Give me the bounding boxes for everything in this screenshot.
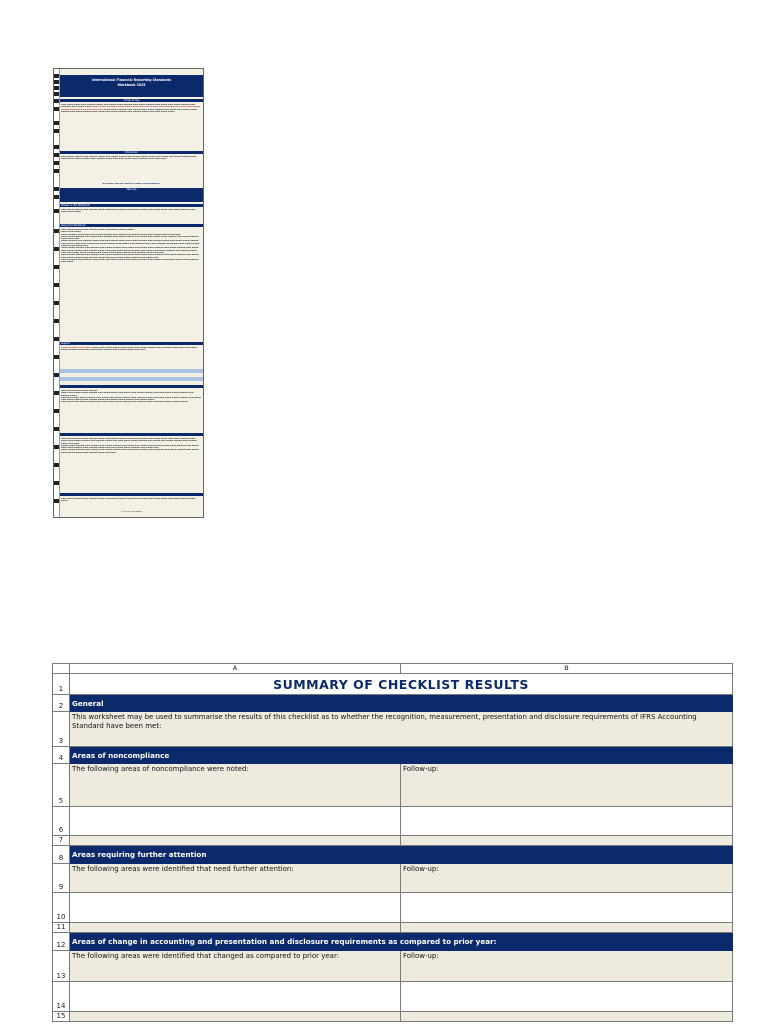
spacer-cell-a11[interactable] xyxy=(70,923,401,933)
changes-areas-label[interactable]: The following areas were identified that changed as compared to prior year: xyxy=(70,951,401,982)
further-attention-areas-label[interactable]: The following areas were identified that need further attention: xyxy=(70,864,401,893)
changes-followup-input[interactable] xyxy=(401,982,733,1012)
sheet-title[interactable]: SUMMARY OF CHECKLIST RESULTS xyxy=(70,674,733,695)
thumbnail-legend-swatch-1 xyxy=(60,369,203,373)
sheet-row-10 xyxy=(53,893,733,923)
thumbnail-legend-swatch-2 xyxy=(60,377,203,381)
thumbnail-section-6 xyxy=(60,433,203,436)
thumbnail-section-using: Using this Workbook xyxy=(60,224,203,227)
column-header-a[interactable]: A xyxy=(70,664,401,674)
column-header-row xyxy=(53,664,733,674)
sheet-row-8 xyxy=(53,846,733,864)
section-heading-changes[interactable]: Areas of change in accounting and presentation and disclosure requirements as compared to prior year: xyxy=(70,933,733,951)
row-header-14[interactable]: 14 xyxy=(53,982,70,1012)
thumbnail-title: International Financial Reporting Standards Workbook 2025 xyxy=(60,75,203,97)
changes-areas-input[interactable] xyxy=(70,982,401,1012)
changes-followup-label[interactable]: Follow-up: xyxy=(401,951,733,982)
thumbnail-body-text-6: ▬▬▬ ▬▬▬▬ ▬▬▬▬▬ ▬▬▬ ▬▬▬▬▬ ▬▬▬▬ ▬▬▬ ▬▬▬▬ ▬▬▬▬ ▬▬▬▬▬ ▬▬▬ ▬▬▬▬ ▬▬▬▬ ▬▬▬ ▬▬▬▬ ▬▬▬ ▬▬▬▬ ▬▬▬▬▬ ▬▬▬ ▬▬▬▬ ▬▬▬ ▬▬▬▬ ▬▬▬▬▬ ▬▬▬ ▬▬▬▬▬ ▬▬▬▬ ▬▬▬ ▬▬▬ ▬▬▬▬ ▬▬▬▬ ▬▬▬▬▬ ▬▬▬ ▬▬▬▬ ▬▬▬ ▬▬▬▬ ▬▬▬▬▬ ▬▬▬ ▬▬▬▬▬ ▬▬▬▬ ▬▬▬ ▬▬▬ ▬▬▬▬ ▬▬▬▬ ▬▬▬▬▬ ▬▬▬ ▬▬▬▬▬ ▬▬▬ ▬▬▬▬ ▬▬▬▬▬ ▬▬▬ ▬▬▬▬ ▬▬▬ ▬▬▬▬ ▬▬▬▬ ▬▬▬▬▬ ▬▬▬ ▬▬▬▬ ▬▬▬▬▬ ▬▬▬ ▬▬▬▬ ▬▬▬ ▬▬▬▬ ▬▬▬▬▬ ▬▬▬ ▬▬▬▬▬ ▬▬▬▬ ▬▬▬ ▬▬▬ ▬▬▬▬ ▬▬▬▬ ▬▬▬▬▬ ▬▬▬ ▬▬▬▬ ▬▬▬ ▬▬▬▬ ▬▬▬▬ ▬▬▬▬▬ ▬▬▬ ▬▬▬▬▬ ▬▬▬ ▬▬▬▬ ▬▬▬▬▬ ▬▬▬ ▬▬▬▬ ▬▬▬ ▬▬▬▬ ▬▬▬▬ ▬▬▬▬▬ ▬▬▬ ▬▬▬▬ ▬▬▬▬▬ ▬▬▬ ▬▬▬▬ ▬▬▬ ▬▬▬▬ ▬▬▬▬▬ ▬▬▬ ▬▬▬▬▬ ▬▬▬▬ ▬▬▬ ▬▬▬ xyxy=(61,438,199,454)
row-header-15[interactable]: 15 xyxy=(53,1012,70,1022)
column-header-b[interactable]: B xyxy=(401,664,733,674)
thumbnail-body-text-7: ▬▬▬ ▬▬▬▬ ▬▬▬▬▬ ▬▬▬ ▬▬▬▬▬ ▬▬▬▬ ▬▬▬ ▬▬▬▬ ▬▬▬▬ ▬▬▬▬▬ ▬▬▬ ▬▬▬▬ ▬▬▬▬ ▬▬▬ ▬▬▬▬ ▬▬▬ ▬▬▬▬ ▬▬▬▬▬ ▬▬▬ ▬▬▬▬ xyxy=(61,498,196,503)
thumbnail-using-text: ▬▬▬ ▬▬▬▬ ▬▬▬▬▬ ▬▬▬ ▬▬▬▬▬ ▬▬▬▬ ▬▬▬ ▬▬▬▬ ▬▬▬▬ ▬▬▬▬▬ ▬▬▬▬ ▬▬▬ ▬▬▬▬ ▬▬▬▬ ▬▬▬▬▬ ▬▬▬ ▬▬▬▬ ▬▬▬ ▬▬▬▬ ▬▬▬▬▬ ▬▬▬ ▬▬▬▬ ▬▬▬ ▬▬▬▬ ▬▬▬▬▬ ▬▬▬ ▬▬▬▬▬ ▬▬▬▬ ▬▬▬ ▬▬▬ ▬▬▬▬ ▬▬▬▬ ▬▬▬▬▬ ▬▬▬ ▬▬▬▬ ▬▬▬ ▬▬▬▬▬ ▬▬▬ ▬▬▬▬ ▬▬▬▬▬ ▬▬▬ ▬▬▬▬ ▬▬▬ ▬▬▬▬ ▬▬▬▬ ▬▬▬▬▬ ▬▬▬ ▬▬▬▬ ▬▬▬▬▬ ▬▬▬ ▬▬▬▬ ▬▬▬ ▬▬▬▬ ▬▬▬▬▬ ▬▬▬ ▬▬▬▬▬ ▬▬▬▬ ▬▬▬ ▬▬▬ ▬▬▬▬ ▬▬▬▬ ▬▬▬ ▬▬▬▬ ▬▬▬▬▬ ▬▬▬ ▬▬▬▬▬ ▬▬▬▬ ▬▬▬ ▬▬▬▬ ▬▬▬▬ ▬▬▬▬▬ ▬▬▬ ▬▬▬▬ ▬▬▬▬ ▬▬▬ ▬▬▬▬ ▬▬▬ ▬▬▬▬ ▬▬▬▬▬ ▬▬▬ ▬▬▬▬ ▬▬▬ ▬▬▬▬ ▬▬▬▬▬ ▬▬▬ ▬▬▬▬▬ ▬▬▬▬ ▬▬▬ ▬▬▬ ▬▬▬▬ ▬▬▬▬ ▬▬▬▬▬ ▬▬▬ ▬▬▬▬ ▬▬▬ ▬▬▬▬ ▬▬▬▬ ▬▬▬▬▬ ▬▬▬ ▬▬▬▬▬ ▬▬▬ ▬▬▬▬ ▬▬▬▬▬ ▬▬▬ ▬▬▬▬ ▬▬▬ ▬▬▬▬ ▬▬▬▬ ▬▬▬▬▬ ▬▬▬ ▬▬▬▬ ▬▬▬▬▬ ▬▬▬ ▬▬▬▬ ▬▬▬ ▬▬▬▬ ▬▬▬▬▬ ▬▬▬ ▬▬▬▬▬ ▬▬▬▬ ▬▬▬ ▬▬▬ ▬▬▬▬ ▬▬▬▬ ▬▬▬▬▬ ▬▬▬ ▬▬▬▬ ▬▬▬ ▬▬▬▬ ▬▬▬▬▬ ▬▬▬ ▬▬▬▬▬ ▬▬▬▬ ▬▬▬ ▬▬▬ ▬▬▬▬ ▬▬▬▬ ▬▬▬▬▬ ▬▬▬ ▬▬▬▬ ▬▬▬ ▬▬▬▬ ▬▬▬▬▬ ▬▬▬ ▬▬▬▬▬ ▬▬▬▬ ▬▬▬ ▬▬▬ ▬▬▬▬ ▬▬▬▬ ▬▬▬▬▬ ▬▬▬ ▬▬▬▬▬ ▬▬▬ ▬▬▬▬ ▬▬▬▬▬ ▬▬▬ ▬▬▬▬ ▬▬▬ ▬▬▬▬ ▬▬▬▬ ▬▬▬▬▬ ▬▬▬ ▬▬▬▬ ▬▬▬▬▬ ▬▬▬ ▬▬▬▬ ▬▬▬ ▬▬▬▬ ▬▬▬▬▬ ▬▬▬ ▬▬▬▬▬ ▬▬▬▬ ▬▬▬ ▬▬▬ ▬▬▬▬ ▬▬▬▬ ▬▬▬▬▬ ▬▬▬ ▬▬▬▬ ▬▬▬ ▬▬▬▬ ▬▬▬▬▬ ▬▬▬ ▬▬▬▬▬ ▬▬▬▬ ▬▬▬ ▬▬▬ ▬▬▬▬ ▬▬▬▬ ▬▬▬ ▬▬▬▬ ▬▬▬▬▬ ▬▬▬ ▬▬▬▬▬ ▬▬▬▬ ▬▬▬ ▬▬▬▬ ▬▬▬▬ ▬▬▬▬▬ ▬▬▬ ▬▬▬▬ xyxy=(61,229,200,264)
spacer-cell-b7[interactable] xyxy=(401,836,733,846)
row-header-1[interactable]: 1 xyxy=(53,674,70,695)
row-header-2[interactable]: 2 xyxy=(53,695,70,712)
section-heading-general[interactable]: General xyxy=(70,695,733,712)
sheet-row-4 xyxy=(53,747,733,764)
thumbnail-instructions-heading: IMPORTANT INSTRUCTIONS FOR USING THIS WORKBOOK xyxy=(102,183,160,185)
spacer-cell-b15[interactable] xyxy=(401,1012,733,1022)
sheet-row-14 xyxy=(53,982,733,1012)
row-header-3[interactable]: 3 xyxy=(53,712,70,747)
summary-checklist-sheet xyxy=(52,663,733,1022)
spacer-cell-a15[interactable] xyxy=(70,1012,401,1022)
thumbnail-legend-text: ▬▬▬▬ ▬▬▬▬▬▬ ▬▬▬ ▬▬▬▬ ▬▬▬▬ ▬▬▬ ▬▬▬▬ ▬▬▬▬▬ ▬▬▬ ▬▬▬▬ ▬▬▬ ▬▬▬▬ ▬▬▬▬▬ ▬▬▬ ▬▬▬▬▬ ▬▬▬▬ ▬▬▬ ▬▬▬ ▬▬▬▬ ▬▬▬▬ ▬▬▬▬▬ ▬▬▬ ▬▬▬▬ ▬▬▬ ▬▬▬▬ ▬▬▬▬▬ ▬▬▬ ▬▬▬▬▬ ▬▬▬▬ ▬▬▬ ▬▬▬ xyxy=(61,347,197,352)
workbook-cover-thumbnail xyxy=(53,68,204,518)
further-attention-followup-input[interactable] xyxy=(401,893,733,923)
row-header-12[interactable]: 12 xyxy=(53,933,70,951)
row-header-5[interactable]: 5 xyxy=(53,764,70,807)
thumbnail-body-text-5: ▬▬▬ ▬▬▬▬ ▬▬▬▬▬ ▬▬▬ ▬▬▬▬▬ ▬▬▬▬ ▬▬▬ ▬▬▬▬ ▬▬▬▬ ▬▬▬▬▬ ▬▬▬ ▬▬▬▬ ▬▬▬▬ ▬▬▬ ▬▬▬▬ ▬▬▬ ▬▬▬▬ ▬▬▬▬▬ ▬▬▬ ▬▬▬▬ ▬▬▬ ▬▬▬▬ ▬▬▬▬▬ ▬▬▬ ▬▬▬▬▬ ▬▬▬▬ ▬▬▬ ▬▬▬ ▬▬▬▬ ▬▬▬▬ ▬▬▬▬▬ ▬▬▬ ▬▬▬▬ ▬▬▬ ▬▬▬▬ ▬▬▬▬▬ ▬▬▬ ▬▬▬▬▬ ▬▬▬▬ ▬▬▬ ▬▬▬ ▬▬▬▬ ▬▬▬▬ ▬▬▬▬▬ ▬▬▬ ▬▬▬▬ ▬▬▬ ▬▬▬▬ ▬▬▬▬▬ ▬▬▬ ▬▬▬▬▬ ▬▬▬▬ ▬▬▬ ▬▬▬▬ ▬▬▬▬ ▬▬▬▬▬ ▬▬▬ ▬▬▬▬ ▬▬▬▬ ▬▬▬ ▬▬▬▬ ▬▬▬ ▬▬▬▬ ▬▬▬▬▬ ▬▬▬ ▬▬▬▬ ▬▬▬ ▬▬▬▬ ▬▬▬▬▬ ▬▬▬ ▬▬▬▬▬ ▬▬▬▬ ▬▬▬ ▬▬▬ ▬▬▬▬ ▬▬▬▬ ▬▬▬▬▬ xyxy=(61,390,201,404)
row-header-9[interactable]: 9 xyxy=(53,864,70,893)
general-description-cell[interactable]: This worksheet may be used to summarise the results of this checklist as to whether the recognition, measurement, presentation and disclosure requirements of IFRS Accounting Standard have been met: xyxy=(70,712,733,747)
noncompliance-followup-label[interactable]: Follow-up: xyxy=(401,764,733,807)
section-heading-noncompliance[interactable]: Areas of noncompliance xyxy=(70,747,733,764)
noncompliance-followup-input[interactable] xyxy=(401,807,733,836)
spacer-cell-b11[interactable] xyxy=(401,923,733,933)
thumbnail-section-disclaimer: Disclaimer xyxy=(60,151,203,154)
row-header-8[interactable]: 8 xyxy=(53,846,70,864)
thumbnail-disclaimer-text: ▬▬▬ ▬▬▬▬ ▬▬▬▬▬ ▬▬▬ ▬▬▬▬▬ ▬▬▬▬ ▬▬▬ ▬▬▬▬ ▬▬▬▬ ▬▬▬▬▬ ▬▬▬ ▬▬▬▬ ▬▬▬▬ ▬▬▬ ▬▬▬▬ ▬▬▬ ▬▬▬▬ ▬▬▬▬▬ ▬▬▬ ▬▬▬▬ ▬▬▬ ▬▬▬▬ ▬▬▬▬▬ ▬▬▬ ▬▬▬▬▬ ▬▬▬▬ ▬▬▬ ▬▬▬ ▬▬▬▬ ▬▬▬▬ ▬▬▬▬▬ ▬▬▬ ▬▬▬▬ ▬▬▬ xyxy=(61,156,197,161)
sheet-row-3 xyxy=(53,712,733,747)
thumbnail-row-gutter xyxy=(54,69,60,517)
thumbnail-section-sheets: Sheets in this Workbook xyxy=(60,204,203,207)
further-attention-followup-label[interactable]: Follow-up: xyxy=(401,864,733,893)
noncompliance-areas-label[interactable]: The following areas of noncompliance were noted: xyxy=(70,764,401,807)
thumbnail-section-5 xyxy=(60,385,203,388)
sheet-row-11 xyxy=(53,923,733,933)
row-header-7[interactable]: 7 xyxy=(53,836,70,846)
row-header-11[interactable]: 11 xyxy=(53,923,70,933)
sheet-row-7 xyxy=(53,836,733,846)
sheet-row-9 xyxy=(53,864,733,893)
sheet-row-13 xyxy=(53,951,733,982)
spacer-cell-a7[interactable] xyxy=(70,836,401,846)
thumbnail-section-legend: Legend xyxy=(60,342,203,345)
thumbnail-footer: © 2025 IFRS Foundation xyxy=(119,511,143,513)
further-attention-areas-input[interactable] xyxy=(70,893,401,923)
thumbnail-scope-text: ▬▬▬ ▬▬▬▬ ▬▬▬▬ ▬▬▬ ▬▬▬▬▬ ▬▬▬▬ ▬▬▬ ▬▬▬▬ ▬▬▬▬ ▬▬▬▬▬ ▬▬▬ ▬▬▬▬ ▬▬▬▬▬ ▬▬▬ ▬▬▬▬ ▬▬▬ ▬▬▬▬ ▬▬▬▬▬ ▬▬▬ ▬▬▬▬▬▬ ▬▬▬ ▬▬▬▬ ▬▬▬▬ ▬▬▬▬ ▬▬▬▬ ▬▬▬▬▬▬ ▬▬▬ ▬▬▬▬ ▬▬▬▬▬ ▬▬▬ ▬▬▬▬ ▬▬▬ ▬▬▬▬ ▬▬▬▬▬ ▬▬▬ ▬▬▬▬ ▬▬▬ ▬▬▬▬ ▬▬▬▬▬ ▬▬▬ ▬▬▬▬▬ ▬▬▬▬ ▬▬▬ ▬▬▬ ▬▬▬▬ ▬▬▬▬ ▬▬▬▬▬ ▬▬▬ ▬▬▬▬▬ ▬▬▬ ▬▬▬▬ ▬▬▬▬▬ ▬▬▬ ▬▬▬▬ ▬▬▬ ▬▬▬▬ ▬▬▬▬ ▬▬▬▬▬ ▬▬▬ ▬▬▬▬ ▬▬▬▬▬ ▬▬▬ ▬▬▬▬ ▬▬▬ ▬▬▬▬ ▬▬▬▬▬ ▬▬▬ ▬▬▬▬▬ ▬▬▬▬ ▬▬▬ ▬▬▬ ▬▬▬▬ ▬▬▬▬ xyxy=(61,104,201,113)
thumbnail-section-7 xyxy=(60,493,203,496)
section-heading-further-attention[interactable]: Areas requiring further attention xyxy=(70,846,733,864)
sheet-row-15 xyxy=(53,1012,733,1022)
noncompliance-areas-input[interactable] xyxy=(70,807,401,836)
sheet-row-1 xyxy=(53,674,733,695)
sheet-row-6 xyxy=(53,807,733,836)
row-header-13[interactable]: 13 xyxy=(53,951,70,982)
sheet-row-5 xyxy=(53,764,733,807)
row-header-4[interactable]: 4 xyxy=(53,747,70,764)
row-header-6[interactable]: 6 xyxy=(53,807,70,836)
thumbnail-sheets-text: ▬▬▬ ▬▬▬▬ ▬▬▬▬▬ ▬▬▬ ▬▬▬▬▬ ▬▬▬▬ ▬▬▬ ▬▬▬▬ ▬▬▬▬ ▬▬▬▬▬ ▬▬▬ ▬▬▬▬ ▬▬▬▬ ▬▬▬ ▬▬▬▬ ▬▬▬ ▬▬▬▬ ▬▬▬▬▬ ▬▬▬ ▬▬▬▬ ▬▬▬ ▬▬▬▬ xyxy=(61,209,196,214)
row-header-10[interactable]: 10 xyxy=(53,893,70,923)
corner-cell[interactable] xyxy=(53,664,70,674)
sheet-row-12 xyxy=(53,933,733,951)
thumbnail-section-scope: Scope of Use xyxy=(60,99,203,102)
sheet-row-2 xyxy=(53,695,733,712)
thumbnail-section-warning: Warning xyxy=(60,188,203,202)
